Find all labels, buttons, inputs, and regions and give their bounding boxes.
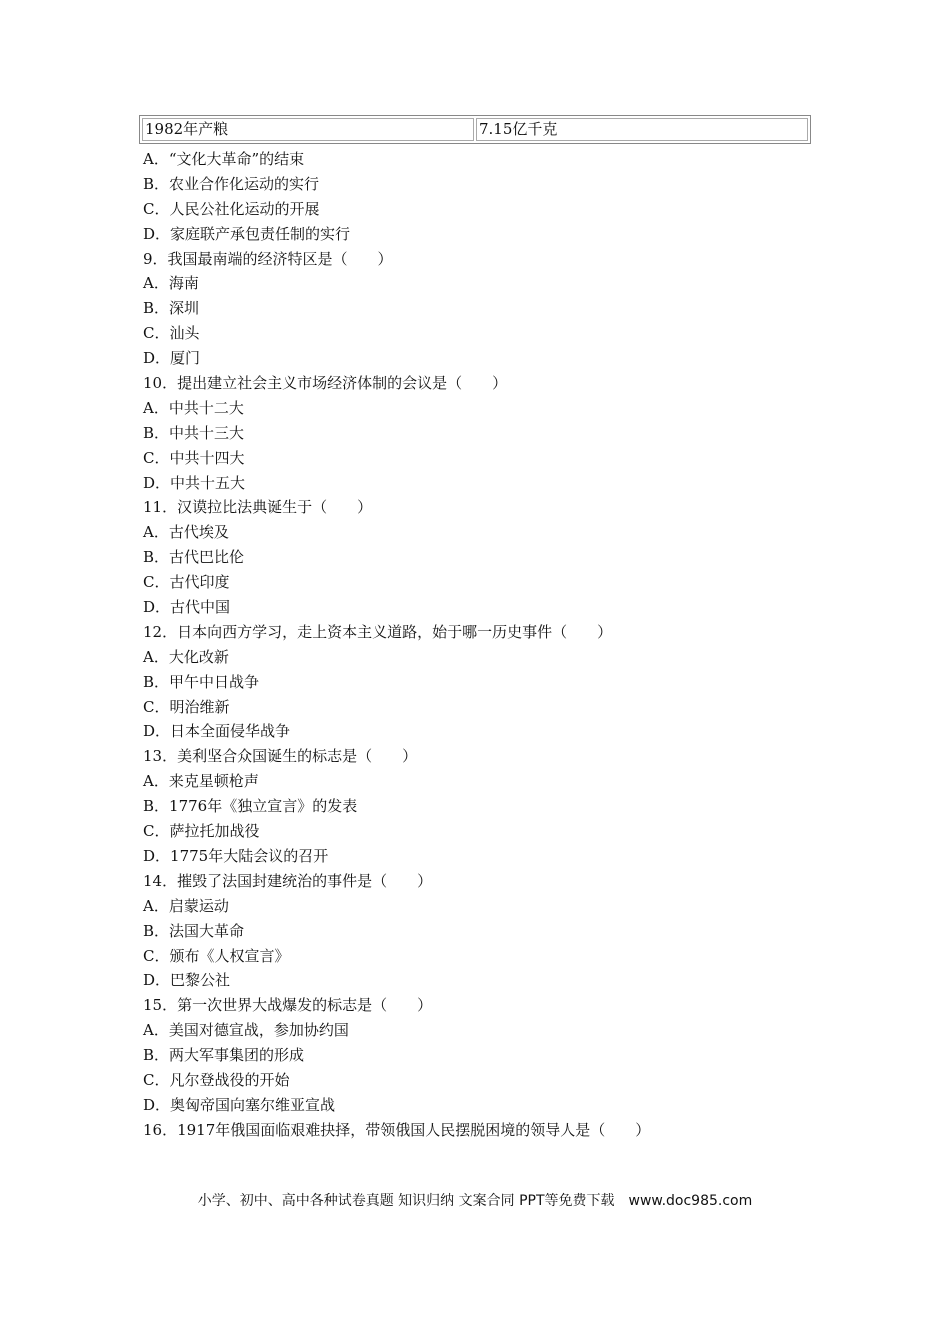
grain-table	[139, 115, 811, 144]
answer-option: B．农业合作化运动的实行	[143, 174, 320, 193]
answer-option: C．古代印度	[143, 573, 230, 592]
answer-option: C．人民公社化运动的开展	[143, 199, 320, 218]
answer-option: D．家庭联产承包责任制的实行	[143, 224, 351, 243]
table-cell-value: 7.15亿千克	[476, 118, 808, 141]
answer-option: A．启蒙运动	[143, 896, 229, 915]
answer-option: D．奥匈帝国向塞尔维亚宣战	[143, 1095, 336, 1114]
answer-option: A．“文化大革命”的结束	[143, 150, 305, 168]
question-stem: 9．我国最南端的经济特区是（ ）	[143, 249, 393, 268]
question-stem: 14．摧毁了法国封建统治的事件是（ ）	[143, 871, 433, 890]
answer-option: D．日本全面侵华战争	[143, 722, 291, 741]
answer-option: B．甲午中日战争	[143, 672, 260, 691]
answer-option: C．汕头	[143, 324, 200, 343]
answer-option: A．古代埃及	[143, 523, 229, 542]
answer-option: A．来克星顿枪声	[143, 772, 259, 791]
answer-option: D．中共十五大	[143, 473, 246, 492]
answer-option: C．颁布《人权宣言》	[143, 946, 290, 965]
answer-option: A．美国对德宣战，参加协约国	[143, 1021, 349, 1040]
answer-option: C．中共十四大	[143, 448, 245, 467]
question-stem: 12．日本向西方学习，走上资本主义道路，始于哪一历史事件（ ）	[143, 622, 613, 641]
answer-option: A．大化改新	[143, 647, 229, 666]
answer-option: A．海南	[143, 274, 199, 293]
table-cell-label: 1982年产粮	[142, 118, 474, 141]
page-footer: 小学、初中、高中各种试卷真题 知识归纳 文案合同 PPT等免费下载 www.doc985.com	[197, 1193, 753, 1209]
question-stem: 15．第一次世界大战爆发的标志是（ ）	[143, 996, 433, 1015]
answer-option: D．1775年大陆会议的召开	[143, 846, 329, 865]
answer-option: D．巴黎公社	[143, 971, 231, 990]
question-stem: 11．汉谟拉比法典诞生于（ ）	[143, 498, 373, 517]
answer-option: B．中共十三大	[143, 423, 245, 442]
answer-option: B．法国大革命	[143, 921, 245, 940]
answer-option: B．古代巴比伦	[143, 548, 245, 567]
question-stem: 10．提出建立社会主义市场经济体制的会议是（ ）	[143, 374, 508, 393]
answer-option: B．两大军事集团的形成	[143, 1046, 305, 1065]
table-row	[142, 118, 808, 141]
question-stem: 13．美利坚合众国诞生的标志是（ ）	[143, 747, 418, 766]
question-list	[143, 147, 843, 1143]
answer-option: B．1776年《独立宣言》的发表	[143, 797, 358, 816]
answer-option: A．中共十二大	[143, 398, 244, 417]
answer-option: D．厦门	[143, 349, 201, 368]
answer-option: B．深圳	[143, 299, 200, 318]
question-stem: 16．1917年俄国面临艰难抉择，带领俄国人民摆脱困境的领导人是（ ）	[143, 1120, 651, 1139]
answer-option: C．凡尔登战役的开始	[143, 1070, 290, 1089]
answer-option: C．萨拉托加战役	[143, 822, 260, 841]
answer-option: D．古代中国	[143, 598, 231, 617]
answer-option: C．明治维新	[143, 697, 230, 716]
